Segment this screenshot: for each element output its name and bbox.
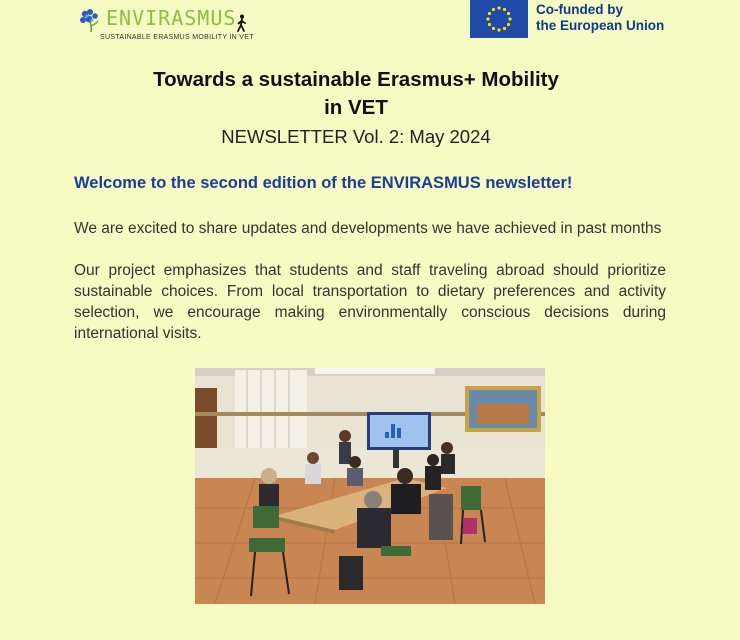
- title-line2: in VET: [324, 96, 388, 119]
- eu-star: [486, 17, 489, 20]
- newsletter-title: [90, 66, 622, 122]
- logo-tagline: SUSTAINABLE ERASMUS MOBILITY IN VET: [100, 34, 254, 41]
- eu-star: [492, 8, 495, 11]
- newsletter-subtitle: NEWSLETTER Vol. 2: May 2024: [221, 126, 491, 147]
- welcome-heading: Welcome to the second edition of the ENVIRASMUS newsletter!: [74, 174, 573, 192]
- flower-icon: [78, 8, 104, 32]
- logo-name: ENVIRASMUS: [106, 6, 237, 30]
- eu-text: [536, 2, 736, 34]
- eu-star: [488, 12, 491, 15]
- eu-flag-icon: [470, 0, 528, 38]
- eu-star: [503, 27, 506, 30]
- eu-star: [497, 28, 500, 31]
- eu-star: [497, 6, 500, 9]
- project-paragraph: Our project emphasizes that students and staff traveling abroad should prioritize sustainable choices. From local transportation to dietary preferences and activity selection, we encourage making environmentally conscious decisions during international visits.: [74, 262, 666, 342]
- intro-paragraph: We are excited to share updates and developments we have achieved in past months: [74, 220, 662, 237]
- envirasmus-logo: [78, 6, 254, 44]
- eu-line2: the European Union: [536, 18, 665, 33]
- eu-star: [507, 12, 510, 15]
- eu-line1: Co-funded by: [536, 2, 623, 17]
- eu-star: [492, 27, 495, 30]
- title-line1: Towards a sustainable Erasmus+ Mobility: [153, 68, 559, 91]
- walking-person-icon: [236, 14, 248, 32]
- eu-star: [507, 23, 510, 26]
- meeting-photo: [195, 368, 545, 604]
- eu-star: [508, 17, 511, 20]
- eu-star: [503, 8, 506, 11]
- eu-star: [488, 23, 491, 26]
